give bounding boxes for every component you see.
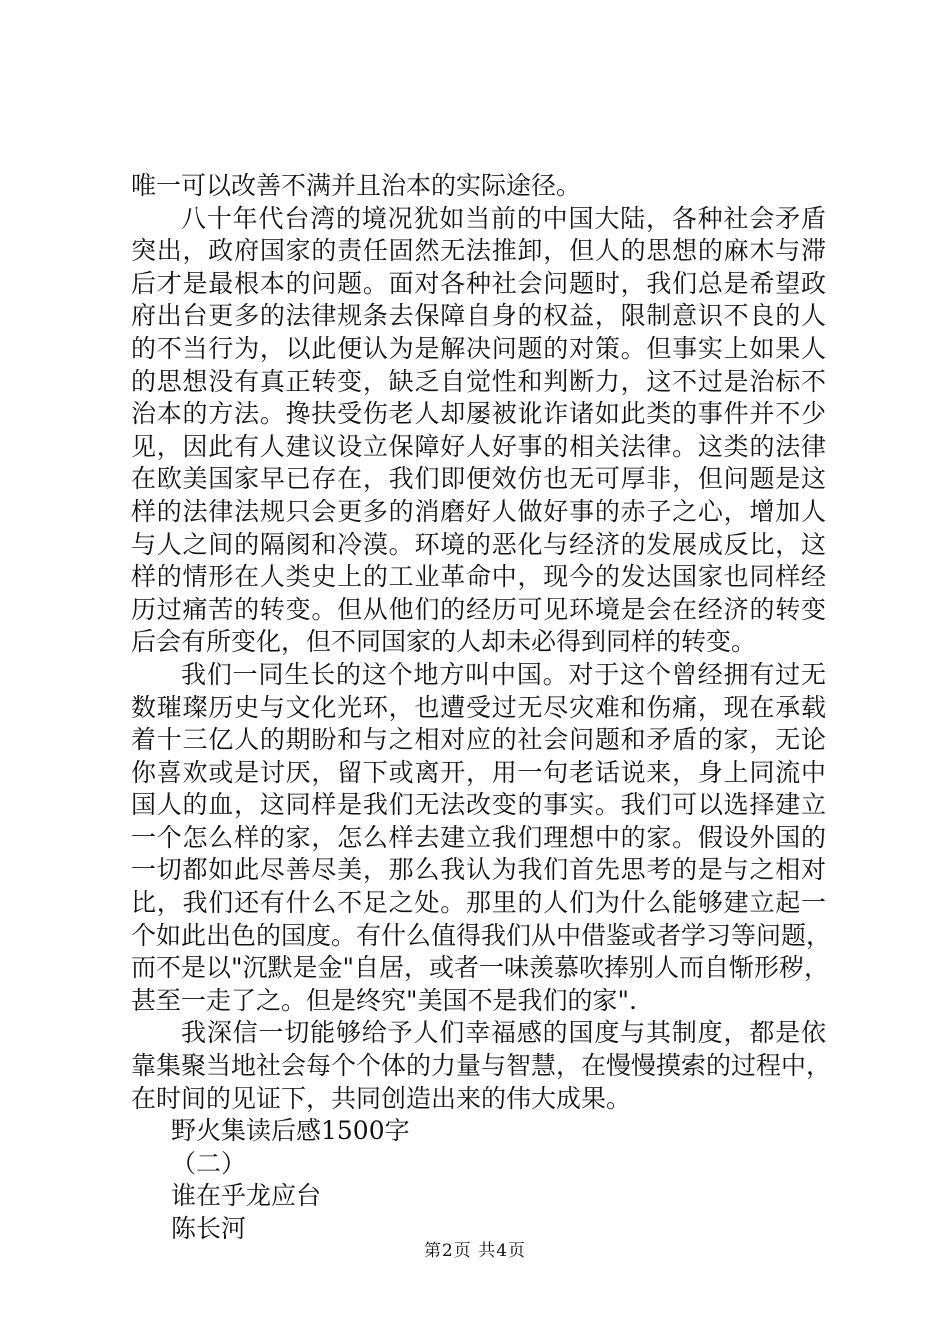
paragraph-line: 我深信一切能够给予人们幸福感的国度与其制度，都是依: [181, 1018, 826, 1048]
paragraph-line: 一切都如此尽善尽美，那么我认为我们首先思考的是与之相对: [131, 855, 826, 885]
paragraph-line: 与人之间的隔阂和冷漠。环境的恶化与经济的发展成反比，这: [131, 529, 826, 559]
author-name: 陈长河: [171, 1214, 247, 1243]
paragraph-line: 突出，政府国家的责任固然无法推卸，但人的思想的麻木与滞: [131, 236, 826, 266]
paragraph-line: 后才是最根本的问题。面对各种社会问题时，我们总是希望政: [131, 268, 826, 298]
paragraph-line: 见，因此有人建议设立保障好人好事的相关法律。这类的法律: [131, 431, 826, 461]
paragraph-line: 个如此出色的国度。有什么值得我们从中借鉴或者学习等问题，: [131, 920, 832, 950]
paragraph-line: 你喜欢或是讨厌，留下或离开，用一句老话说来，身上同流中: [131, 757, 826, 787]
paragraph-line: 我们一同生长的这个地方叫中国。对于这个曾经拥有过无: [181, 659, 826, 689]
paragraph-line: 靠集聚当地社会每个个体的力量与智慧，在慢慢摸索的过程中，: [131, 1051, 832, 1081]
paragraph-line: 数璀璨历史与文化光环，也遭受过无尽灾难和伤痛，现在承载: [131, 692, 826, 722]
paragraph-line: 历过痛苦的转变。但从他们的经历可见环境是会在经济的转变: [131, 594, 826, 624]
paragraph-line: 样的法律法规只会更多的消磨好人做好事的赤子之心，增加人: [131, 496, 826, 526]
part-label: （二）: [171, 1148, 247, 1178]
paragraph-line: 的思想没有真正转变，缺乏自觉性和判断力，这不过是治标不: [131, 366, 826, 396]
paragraph-line: 后会有所变化，但不同国家的人却未必得到同样的转变。: [131, 627, 757, 657]
paragraph-line: 八十年代台湾的境况犹如当前的中国大陆，各种社会矛盾: [181, 203, 826, 233]
paragraph-line: 唯一可以改善不满并且治本的实际途径。: [131, 171, 582, 200]
paragraph-line: 而不是以"沉默是金"自居，或者一味羡慕吹捧别人而自惭形秽，: [131, 953, 830, 983]
body-text: [131, 170, 832, 1246]
essay-subtitle: 谁在乎龙应台: [171, 1181, 322, 1211]
paragraph-line: 的不当行为，以此便认为是解决问题的对策。但事实上如果人: [131, 333, 826, 363]
essay-title: 野火集读后感1500字: [171, 1116, 410, 1146]
paragraph-line: 府出台更多的法律规条去保障自身的权益，限制意识不良的人: [131, 301, 826, 331]
paragraph-line: 一个怎么样的家，怎么样去建立我们理想中的家。假设外国的: [131, 822, 826, 852]
paragraph-line: 国人的血，这同样是我们无法改变的事实。我们可以选择建立: [131, 790, 826, 820]
paragraph-line: 在时间的见证下，共同创造出来的伟大成果。: [131, 1083, 632, 1113]
page-footer: 第2页 共4页: [423, 1241, 527, 1261]
paragraph-line: 样的情形在人类史上的工业革命中，现今的发达国家也同样经: [131, 562, 826, 592]
paragraph-line: 在欧美国家早已存在，我们即便效仿也无可厚非，但问题是这: [131, 464, 826, 494]
paragraph-line: 治本的方法。搀扶受伤老人却屡被讹诈诸如此类的事件并不少: [131, 399, 826, 429]
paragraph-line: 甚至一走了之。但是终究"美国不是我们的家".: [131, 985, 637, 1015]
paragraph-line: 比，我们还有什么不足之处。那里的人们为什么能够建立起一: [131, 888, 826, 918]
paragraph-line: 着十三亿人的期盼和与之相对应的社会问题和矛盾的家，无论: [131, 725, 826, 755]
